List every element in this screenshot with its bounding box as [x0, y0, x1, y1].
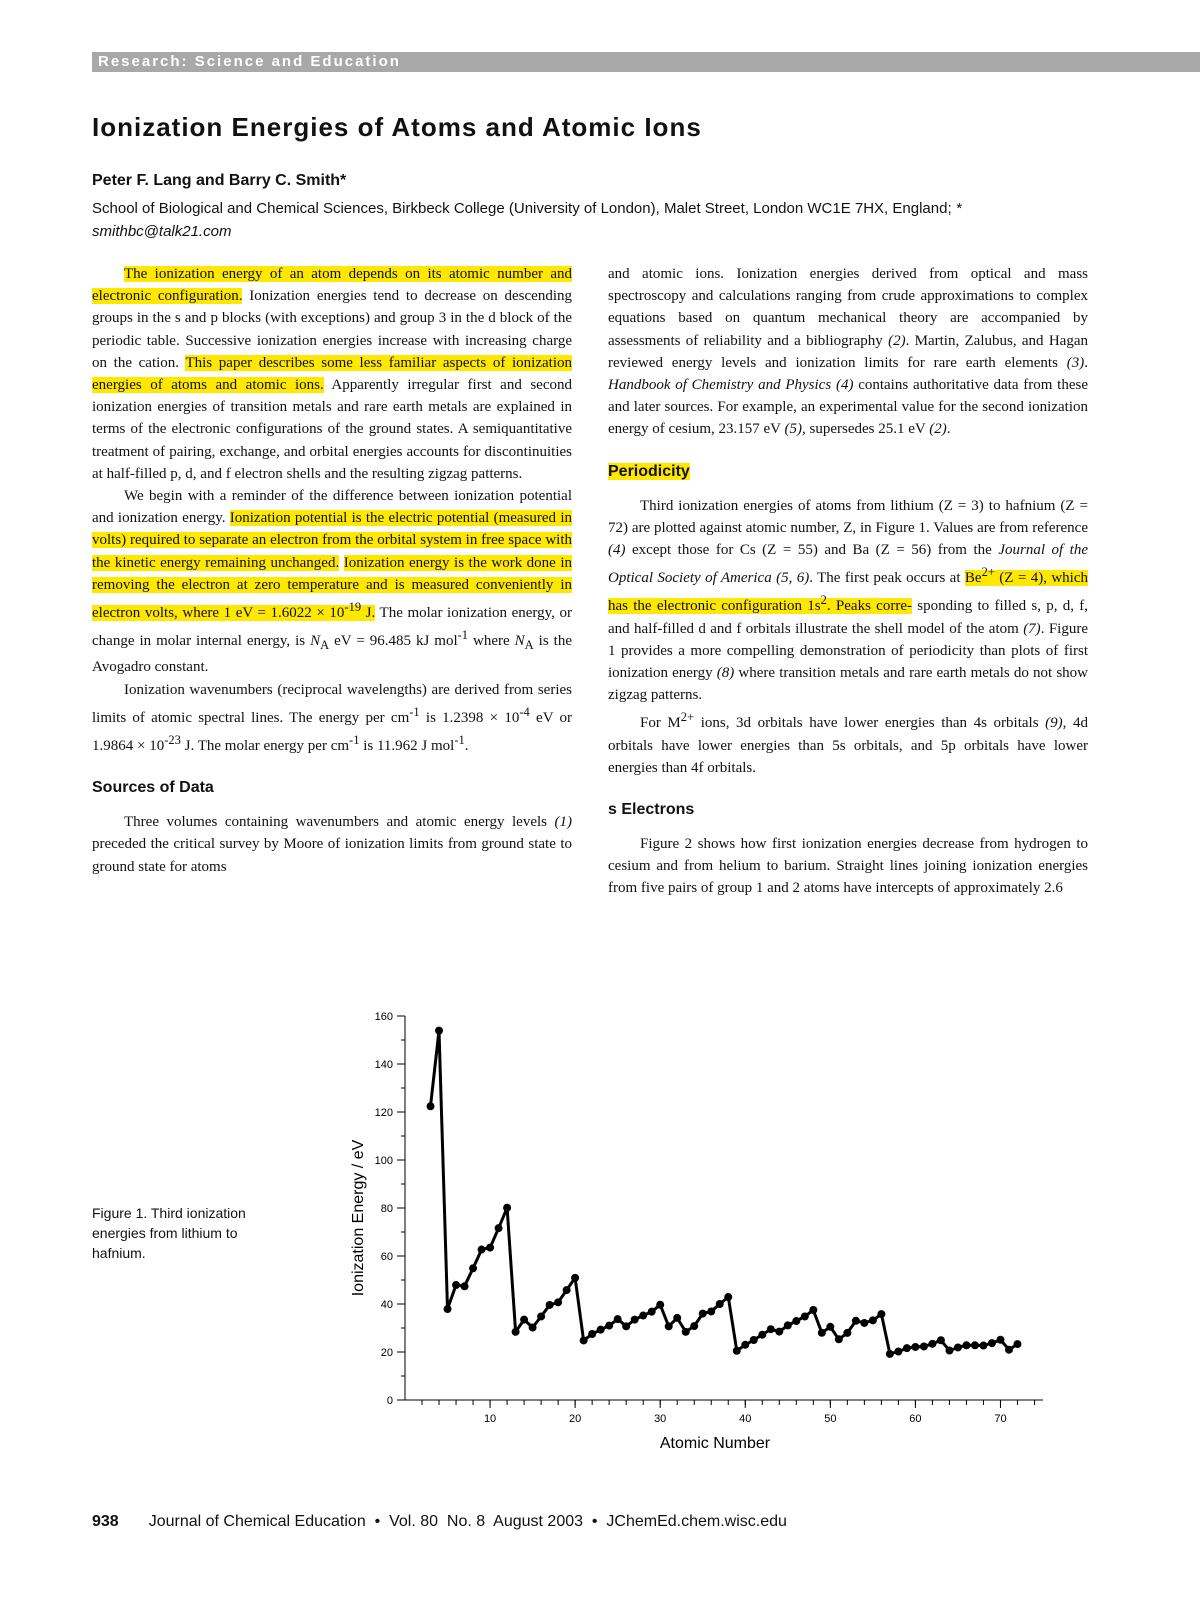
data-point [537, 1312, 545, 1320]
reference: (2) [888, 332, 906, 349]
text: and atomic ions. Ionization energies derived from optical and mass spectroscopy and calculations ranging from crude approximations to complex equations based on quantum mechanical theory are accompanied by assessments of reliability and a bibliography [608, 266, 1088, 349]
highlight: Ionization potential is the electric potential (measured in volts) required to separate an electron from the orbital system in free space with the kinetic energy remaining unchanged. [92, 510, 572, 571]
text: eV or 1.9864 × 10 [92, 709, 573, 755]
heading-s-electrons: s Electrons [608, 801, 695, 819]
superscript: -1 [409, 704, 420, 719]
text: is 11.962 J mol [359, 738, 455, 755]
data-point [486, 1244, 494, 1252]
x-tick-label: 10 [483, 1413, 497, 1425]
data-point [571, 1274, 579, 1282]
data-point [996, 1336, 1004, 1344]
text: Third ionization energies of atoms from lithium (Z = 3) to hafnium (Z = 72) are plotted against atomic number, Z, in Figure 1. Values are from reference [608, 497, 1088, 536]
reference: (3) [1066, 354, 1085, 371]
text: is 1.2398 × 10 [419, 709, 520, 726]
paragraph-sources-cont [608, 263, 1088, 441]
page-number: 938 [92, 1513, 119, 1530]
y-tick-label: 0 [386, 1395, 393, 1407]
data-point [648, 1308, 656, 1316]
symbol-na: N [310, 633, 321, 650]
data-point [894, 1348, 902, 1356]
text: , supersedes 25.1 eV [802, 421, 930, 438]
series-line [431, 1031, 1018, 1354]
superscript: -4 [519, 704, 530, 719]
data-point [758, 1331, 766, 1339]
subscript: A [524, 638, 534, 653]
data-point [452, 1281, 460, 1289]
data-point [843, 1329, 851, 1337]
data-point [784, 1321, 792, 1329]
text: where [468, 633, 515, 650]
data-point [699, 1310, 707, 1318]
data-point [775, 1328, 783, 1336]
x-tick-label: 20 [569, 1413, 582, 1425]
data-point [1005, 1346, 1013, 1354]
data-point [911, 1343, 919, 1351]
paragraph-periodicity [608, 495, 1088, 707]
reference: (4) [831, 377, 854, 394]
superscript: -23 [164, 733, 181, 748]
data-point [597, 1326, 605, 1334]
reference: (9) [1045, 715, 1063, 732]
text: Apparently irregular first and second ionization energies of transition metals and rare earth metals are explained in terms of the electronic configurations of the ground states. A semiquantitative treatment of pairing, exchange, and orbital energies accounts for discontinuities at half-filled p, d, and f electron shells and the resulting zigzag patterns. [92, 377, 572, 482]
data-point [826, 1323, 834, 1331]
data-point [503, 1204, 511, 1212]
data-point [656, 1301, 664, 1309]
page-footer [92, 1513, 787, 1531]
superscript: 2 [820, 593, 827, 608]
article-affiliation [92, 197, 1092, 243]
paragraph-wavenumbers [92, 679, 572, 758]
y-tick-label: 60 [380, 1251, 393, 1263]
data-point [716, 1300, 724, 1308]
data-point [478, 1246, 486, 1254]
data-point [750, 1336, 758, 1344]
data-point [673, 1314, 681, 1322]
superscript: 2+ [680, 710, 695, 725]
section-label: Research: Science and Education [98, 53, 401, 70]
data-point [427, 1102, 435, 1110]
data-point [903, 1344, 911, 1352]
data-point [945, 1347, 953, 1355]
text: is the Avogadro constant. [92, 633, 572, 676]
data-point [682, 1328, 690, 1336]
data-point [979, 1342, 987, 1350]
data-point [937, 1336, 945, 1344]
y-tick-label: 160 [374, 1011, 393, 1023]
text: . [464, 738, 469, 755]
x-axis-label: Atomic Number [659, 1435, 771, 1452]
text: , 4d orbitals have lower energies than 5s orbitals, and 5p orbitals have lower energies than 4f orbitals. [608, 715, 1089, 776]
data-point [724, 1293, 732, 1301]
data-point [529, 1324, 537, 1332]
text: . [1084, 354, 1088, 371]
text: We begin with a reminder of the difference between ionization potential and ionization energy. [92, 488, 572, 527]
data-point [554, 1298, 562, 1306]
symbol-na: N [514, 633, 525, 650]
article-authors: Peter F. Lang and Barry C. Smith* [92, 172, 347, 189]
superscript: 2+ [981, 565, 995, 580]
paragraph-m2-ions [608, 706, 1088, 779]
data-point [835, 1335, 843, 1343]
data-point [639, 1312, 647, 1320]
data-point [741, 1341, 749, 1349]
data-point [920, 1342, 928, 1350]
paragraph-definitions [92, 485, 572, 679]
y-tick-label: 140 [374, 1059, 393, 1071]
data-point [869, 1316, 877, 1324]
y-tick-label: 120 [374, 1107, 393, 1119]
x-tick-label: 30 [654, 1413, 667, 1425]
reference: (4) [608, 542, 626, 559]
text: J. [361, 605, 376, 622]
data-point [614, 1315, 622, 1323]
superscript: -19 [344, 600, 362, 615]
data-point [588, 1330, 596, 1338]
data-point [988, 1339, 996, 1347]
text: . Figure 1 provides a more compelling demonstration of periodicity than plots of first ionization energy [608, 620, 1088, 682]
superscript: -1 [454, 733, 465, 748]
superscript: -1 [349, 733, 360, 748]
paragraph-intro [92, 263, 572, 485]
reference: (7) [1023, 620, 1041, 637]
data-point [767, 1325, 775, 1333]
data-point [512, 1328, 520, 1336]
text: . Peaks corre- [826, 598, 912, 615]
y-tick-label: 20 [380, 1347, 393, 1359]
data-point [792, 1317, 800, 1325]
data-point [886, 1350, 894, 1358]
heading-periodicity [608, 463, 1088, 481]
data-point [801, 1312, 809, 1320]
column-right [608, 263, 1088, 900]
text: . The first peak occurs at [809, 570, 965, 587]
data-point [852, 1317, 860, 1325]
section-header-bar [92, 52, 1200, 72]
text: contains authoritative data from these and later sources. For example, an experimental value for the second ionization energy of cesium, 23.157 eV [608, 377, 1088, 438]
text: . Martin, Zalubus, and Hagan reviewed energy levels and ionization limits for rare earth elements [608, 332, 1088, 371]
text: sponding to filled s, p, d, f, and half-filled d and f orbitals illustrate the shell model of the atom [608, 598, 1088, 637]
data-point [469, 1264, 477, 1272]
text: where transition metals and rare earth metals do not show zigzag patterns. [608, 665, 1088, 704]
highlight: Periodicity [608, 462, 690, 480]
journal-info: Journal of Chemical Education • Vol. 80 No. 8 August 2003 • JChemEd.chem.wisc.edu [148, 1513, 787, 1530]
ionization-energy-chart [345, 1008, 1065, 1458]
text: eV = 96.485 kJ mol [329, 633, 458, 650]
data-point [665, 1322, 673, 1330]
y-axis-label: Ionization Energy / eV [350, 1139, 367, 1297]
reference: (8) [716, 665, 735, 682]
data-point [954, 1343, 962, 1351]
x-tick-label: 70 [994, 1413, 1007, 1425]
data-point [962, 1341, 970, 1349]
data-point [622, 1322, 630, 1330]
text: (Z = 4), which has the electronic configuration 1s [608, 570, 1088, 615]
article-title: Ionization Energies of Atoms and Atomic Ions [92, 112, 702, 142]
data-point [563, 1286, 571, 1294]
figure-caption: Figure 1. Third ionization energies from lithium to hafnium. [92, 1205, 246, 1261]
y-tick-label: 40 [380, 1299, 393, 1311]
data-point [733, 1347, 741, 1355]
data-point [495, 1224, 503, 1232]
text: Ionization energies tend to decrease on descending groups in the s and p blocks (with exceptions) and group 3 in the d block of the periodic table. Successive ionization energies increase with increasing charge on the cation. [92, 288, 573, 371]
y-tick-label: 100 [374, 1155, 393, 1167]
text: Ionization wavenumbers (reciprocal wavelengths) are derived from series limits of atomic spectral lines. The energy per cm [92, 681, 572, 726]
data-point [631, 1316, 639, 1324]
heading-sources-of-data: Sources of Data [92, 779, 214, 797]
data-point [809, 1306, 817, 1314]
text: Be [964, 570, 982, 587]
journal-title: Journal of the Optical Society of America [608, 542, 1089, 587]
highlight: This paper describes some less familiar aspects of ionization energies of atoms and atomic ions. [92, 354, 572, 394]
paragraph-s-electrons: Figure 2 shows how first ionization energies decrease from hydrogen to cesium and from helium to barium. Straight lines joining ionization energies from five pairs of group 1 and 2 atoms have intercepts of approximately 2.6 [608, 836, 1088, 897]
reference: (5, 6) [771, 570, 810, 587]
reference: (2) [929, 421, 947, 438]
data-point [707, 1307, 715, 1315]
subscript: A [320, 638, 330, 653]
reference: (1) [554, 814, 572, 831]
data-point [546, 1301, 554, 1309]
data-point [520, 1316, 528, 1324]
data-point [580, 1336, 588, 1344]
author-email[interactable]: * smithbc@talk21.com [92, 200, 962, 240]
affiliation-text: School of Biological and Chemical Sciences, Birkbeck College (University of London), Malet Street, London WC1E 7HX, England; [92, 200, 956, 217]
data-point [690, 1322, 698, 1330]
text: For M [640, 715, 681, 732]
text: preceded the critical survey by Moore of ionization limits from ground state to ground state for atoms [92, 836, 572, 875]
data-point [818, 1329, 826, 1337]
data-point [971, 1341, 979, 1349]
book-title: Handbook of Chemistry and Physics [608, 377, 832, 394]
highlight: The ionization energy of an atom depends on its atomic number and electronic configuration. [92, 266, 572, 305]
superscript: -1 [457, 628, 469, 643]
data-point [860, 1319, 868, 1327]
x-tick-label: 50 [824, 1413, 837, 1425]
data-point [444, 1305, 452, 1313]
text: except those for Cs (Z = 55) and Ba (Z = 56) from the [625, 542, 999, 559]
y-tick-label: 80 [380, 1203, 393, 1215]
data-point [435, 1027, 443, 1035]
reference: (5) [784, 421, 802, 438]
column-left [92, 263, 572, 878]
data-point [1013, 1340, 1021, 1348]
text: . [946, 421, 951, 438]
data-point [461, 1282, 469, 1290]
text: The molar ionization energy, or change in molar internal energy, is [92, 605, 572, 650]
text: Ionization energy is the work done in removing the electron at zero temperature and is measured conveniently in electron volts, where 1 eV = 1.6022 × 10 [92, 554, 573, 622]
text: ions, 3d orbitals have lower energies than 4s orbitals [694, 715, 1046, 732]
x-tick-label: 60 [909, 1413, 922, 1425]
text: J. The molar energy per cm [180, 738, 350, 755]
data-point [928, 1340, 936, 1348]
data-point [877, 1310, 885, 1318]
paragraph-sources [92, 811, 572, 878]
text: Three volumes containing wavenumbers and atomic energy levels [124, 814, 555, 831]
x-tick-label: 40 [739, 1413, 752, 1425]
data-point [605, 1322, 613, 1330]
